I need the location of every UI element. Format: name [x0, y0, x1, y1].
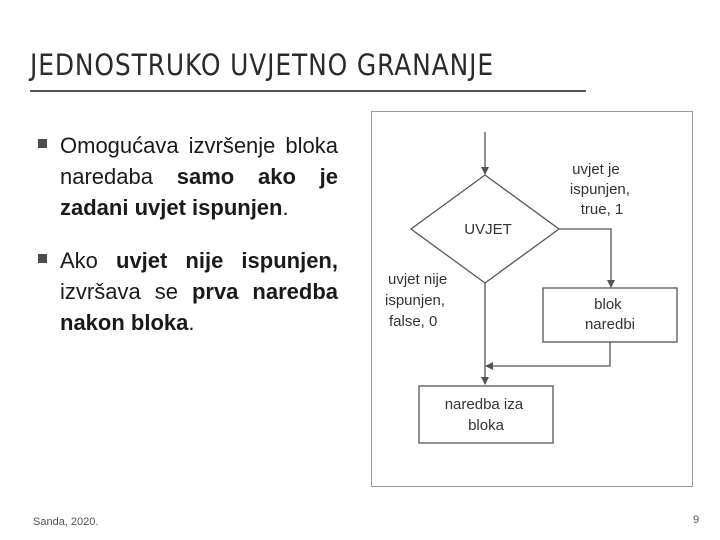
true-label-line-1: uvjet je [572, 161, 620, 178]
false-label [385, 271, 451, 330]
bullet-1-part-1: Omogućava izvršenje bloka naredaba [60, 133, 338, 189]
next-statement-line-2: bloka [468, 417, 504, 434]
bullet-text-1 [60, 133, 338, 220]
square-bullet-icon [38, 139, 47, 148]
square-bullet-icon [38, 254, 47, 263]
true-label-line-2: ispunjen, [569, 181, 630, 198]
block-return-line [486, 342, 610, 366]
bullet-list [38, 130, 338, 360]
false-label-line-2: ispunjen, [385, 292, 446, 309]
next-statement-box [419, 386, 553, 443]
slide-title: JEDNOSTRUKO UVJETNO GRANANJE [30, 48, 494, 82]
bullet-2-part-4: prva naredba nakon bloka [60, 279, 338, 335]
bullet-2-part-2: uvjet nije ispunjen, [116, 248, 338, 273]
true-label [570, 161, 634, 218]
false-label-line-1: uvjet nije [388, 271, 448, 288]
false-label-line-3: false, 0 [389, 313, 438, 330]
condition-label: UVJET [464, 221, 512, 238]
next-statement-line-1: naredba iza [444, 396, 524, 413]
bullet-item-2 [38, 245, 338, 338]
bullet-text-2 [60, 248, 338, 335]
bullet-1-part-3: . [282, 195, 289, 220]
block-label-line-2: naredbi [584, 316, 636, 333]
block-label-line-1: blok [594, 296, 622, 313]
bullet-2-part-3: izvršava se [60, 279, 192, 304]
bullet-1-part-2: samo ako je zadani uvjet ispunjen [60, 164, 339, 220]
flowchart-figure [371, 111, 693, 487]
bullet-2-part-1: Ako [60, 248, 116, 273]
page-number: 9 [693, 514, 700, 526]
footer-author: Sanda, 2020. [33, 516, 99, 528]
true-branch-arrow [559, 229, 611, 287]
title-underline [30, 90, 586, 92]
true-label-line-3: true, 1 [580, 201, 624, 218]
flowchart-diagram [372, 112, 692, 486]
bullet-2-part-5: . [188, 310, 195, 335]
bullet-item-1 [38, 130, 338, 223]
